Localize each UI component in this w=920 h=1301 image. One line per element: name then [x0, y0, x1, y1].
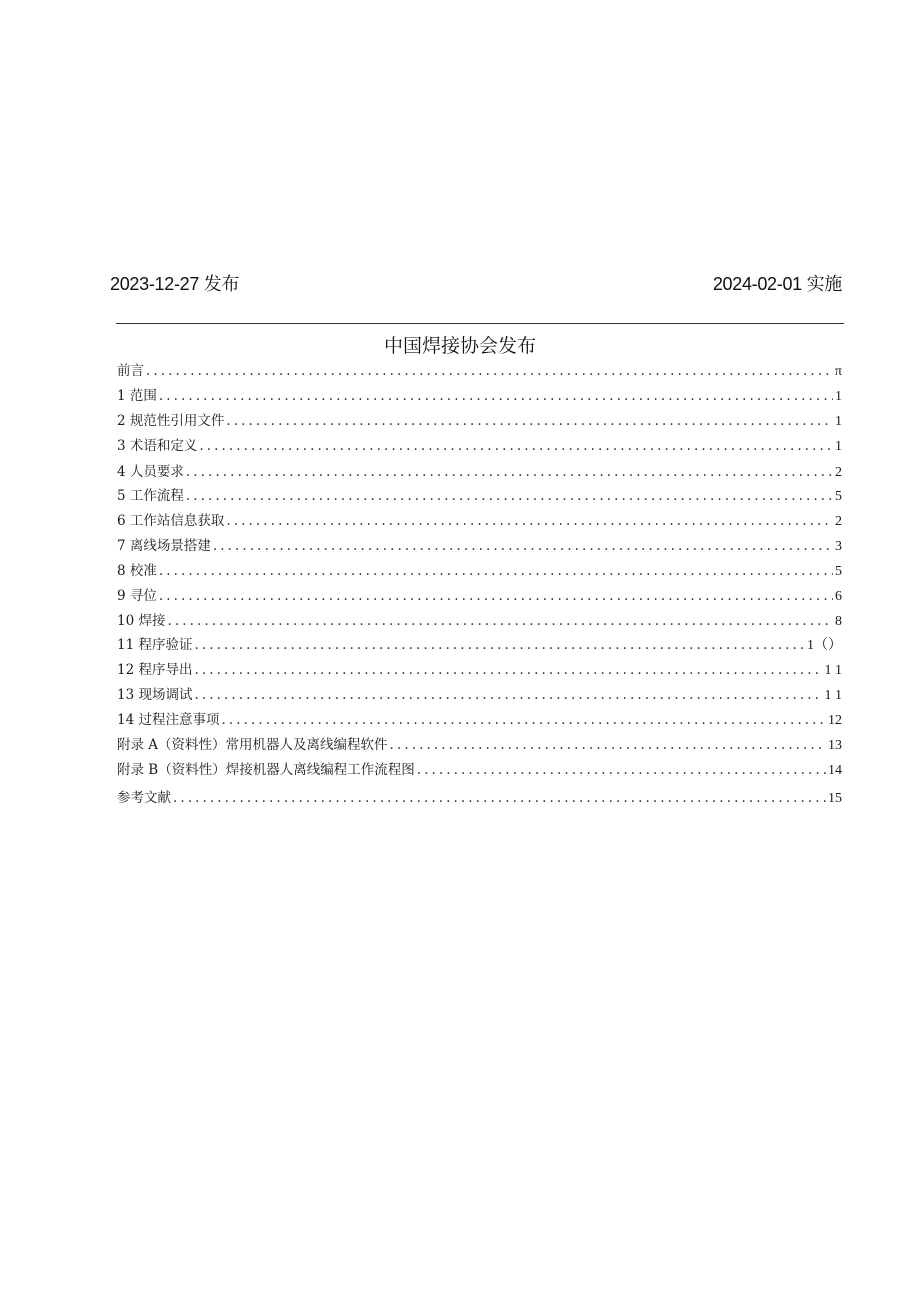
toc-entry-annex-b	[117, 759, 842, 781]
toc-entry-page: 12	[828, 713, 842, 728]
toc-entry-page: 3	[835, 539, 842, 554]
toc-entry-title: 6 工作站信息获取	[117, 513, 225, 529]
toc-entry-annex-a	[117, 734, 842, 756]
toc-entry-10	[117, 610, 842, 632]
toc-leader-dots	[159, 585, 833, 607]
toc-leader-dots	[194, 634, 805, 656]
toc-leader-dots	[213, 535, 833, 557]
toc-entry-page: 5	[835, 564, 842, 579]
toc-entry-title: 8 校准	[117, 563, 157, 579]
toc-entry-9	[117, 585, 842, 607]
toc-leader-dots	[199, 435, 833, 457]
toc-entry-title: 前言	[117, 363, 144, 379]
toc-leader-dots	[194, 659, 822, 681]
toc-entry-page: 6	[835, 589, 842, 604]
toc-entry-6	[117, 510, 842, 532]
issue-date: 2023-12-27 发布	[110, 274, 240, 294]
toc-entry-page: 5	[835, 489, 842, 504]
toc-leader-dots	[173, 787, 826, 809]
toc-entry-1	[117, 385, 842, 407]
toc-entry-page: 13	[828, 738, 842, 753]
toc-entry-5	[117, 485, 842, 507]
toc-entry-title: 1 范围	[117, 388, 157, 404]
toc-entry-page: 1（）	[807, 638, 842, 653]
toc-leader-dots	[194, 684, 822, 706]
toc-entry-12	[117, 659, 842, 681]
toc-entry-title: 12 程序导出	[117, 662, 193, 678]
toc-entry-page: 2	[835, 514, 842, 529]
toc-leader-dots	[159, 560, 833, 582]
toc-leader-dots	[186, 461, 833, 483]
toc-entry-bibliography	[117, 787, 842, 809]
toc-entry-title: 附录 A（资料性）常用机器人及离线编程软件	[117, 737, 388, 753]
toc-leader-dots	[221, 709, 826, 731]
toc-entry-11	[117, 634, 842, 656]
toc-entry-foreword	[117, 360, 842, 382]
toc-leader-dots	[417, 759, 826, 781]
toc-entry-4	[117, 461, 842, 483]
toc-entry-title: 4 人员要求	[117, 464, 184, 480]
toc-entry-page: π	[834, 364, 842, 379]
header-divider	[116, 323, 844, 324]
effective-date: 2024-02-01 实施	[712, 274, 842, 294]
toc-entry-title: 13 现场调试	[117, 687, 193, 703]
toc-entry-title: 11 程序验证	[117, 637, 193, 653]
toc-entry-14	[117, 709, 842, 731]
toc-entry-title: 3 术语和定义	[117, 438, 198, 454]
toc-leader-dots	[167, 610, 833, 632]
toc-leader-dots	[159, 385, 833, 407]
toc-entry-page: 14	[828, 763, 842, 778]
toc-leader-dots	[146, 360, 833, 382]
toc-entry-title: 9 寻位	[117, 588, 157, 604]
toc-entry-13	[117, 684, 842, 706]
toc-entry-page: 1 1	[824, 663, 842, 678]
toc-entry-page: 2	[835, 465, 842, 480]
publisher-title: 中国焊接协会发布	[383, 335, 536, 357]
toc-entry-page: 1	[835, 414, 842, 429]
toc-entry-page: 1	[835, 389, 842, 404]
toc-entry-page: 1	[835, 439, 842, 454]
toc-entry-title: 14 过程注意事项	[117, 712, 220, 728]
toc-leader-dots	[186, 485, 833, 507]
toc-entry-3	[117, 435, 842, 457]
toc-leader-dots	[226, 510, 833, 532]
toc-leader-dots	[390, 734, 826, 756]
toc-entry-page: 8	[835, 614, 842, 629]
toc-entry-page: 15	[828, 791, 842, 806]
toc-entry-title: 2 规范性引用文件	[117, 413, 225, 429]
toc-entry-7	[117, 535, 842, 557]
toc-entry-page: 1 1	[824, 688, 842, 703]
toc-entry-title: 10 焊接	[117, 613, 166, 629]
toc-entry-title: 参考文献	[117, 790, 171, 806]
date-row	[110, 269, 842, 297]
toc-entry-2	[117, 410, 842, 432]
toc-entry-8	[117, 560, 842, 582]
toc-leader-dots	[226, 410, 833, 432]
toc-entry-title: 5 工作流程	[117, 488, 184, 504]
toc-entry-title: 附录 B（资料性）焊接机器人离线编程工作流程图	[117, 762, 415, 778]
toc-entry-title: 7 离线场景搭建	[117, 538, 211, 554]
